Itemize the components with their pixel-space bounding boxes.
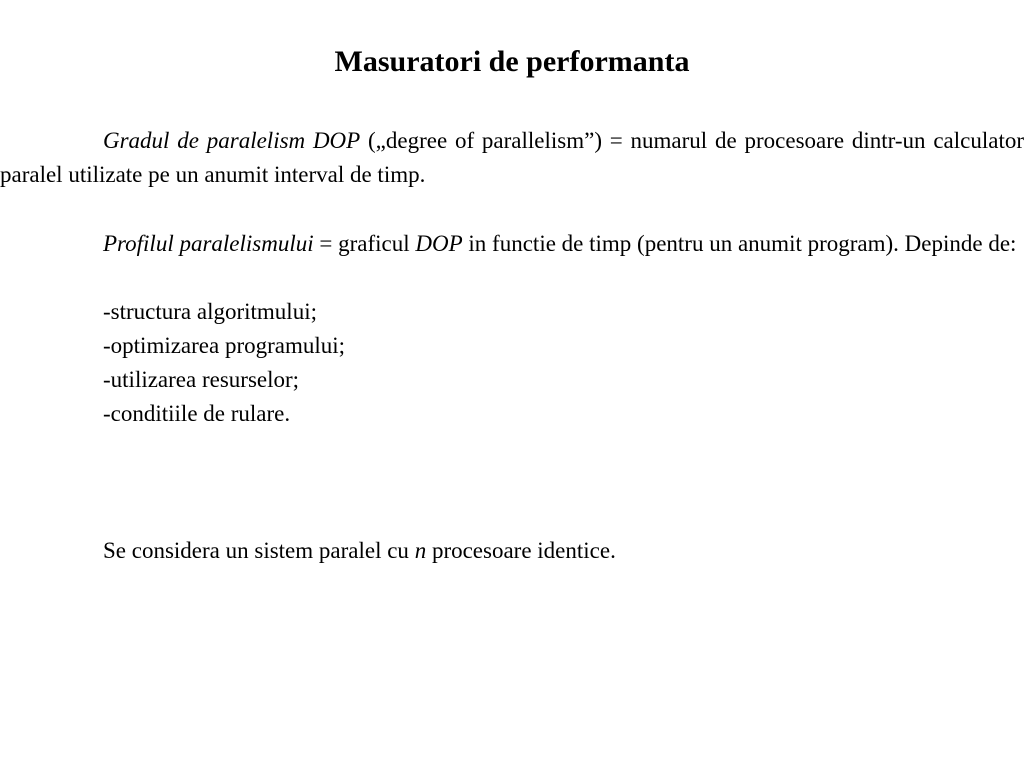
paragraph-system-statement xyxy=(103,534,616,568)
list-item: -utilizarea resurselor; xyxy=(103,367,300,392)
term-profile: Profilul paralelismului xyxy=(103,231,314,256)
list-item: -conditiile de rulare. xyxy=(103,401,291,426)
term-dop: Gradul de paralelism DOP xyxy=(103,128,361,153)
list-item: -optimizarea programului; xyxy=(103,333,346,358)
profile-mid-text: = graficul xyxy=(313,231,416,256)
variable-n: n xyxy=(414,538,427,563)
profile-rest-text: in functie de timp (pentru un anumit program). Depinde de: xyxy=(462,231,1017,256)
list-item: -structura algoritmului; xyxy=(103,299,317,324)
paragraph-parallelism-profile xyxy=(0,227,1024,261)
dependency-list xyxy=(103,295,345,431)
dop-definition-text: („degree of parallelism”) = numarul de procesoare dintr-un calculator paralel utilizate pe un anumit interval de timp. xyxy=(0,128,1024,187)
paragraph-dop-definition xyxy=(0,124,1024,192)
system-text-before: Se considera un sistem paralel cu xyxy=(103,538,415,563)
system-text-after: procesoare identice. xyxy=(426,538,616,563)
term-dop-inline: DOP xyxy=(415,231,463,256)
page-title: Masuratori de performanta xyxy=(334,45,690,78)
